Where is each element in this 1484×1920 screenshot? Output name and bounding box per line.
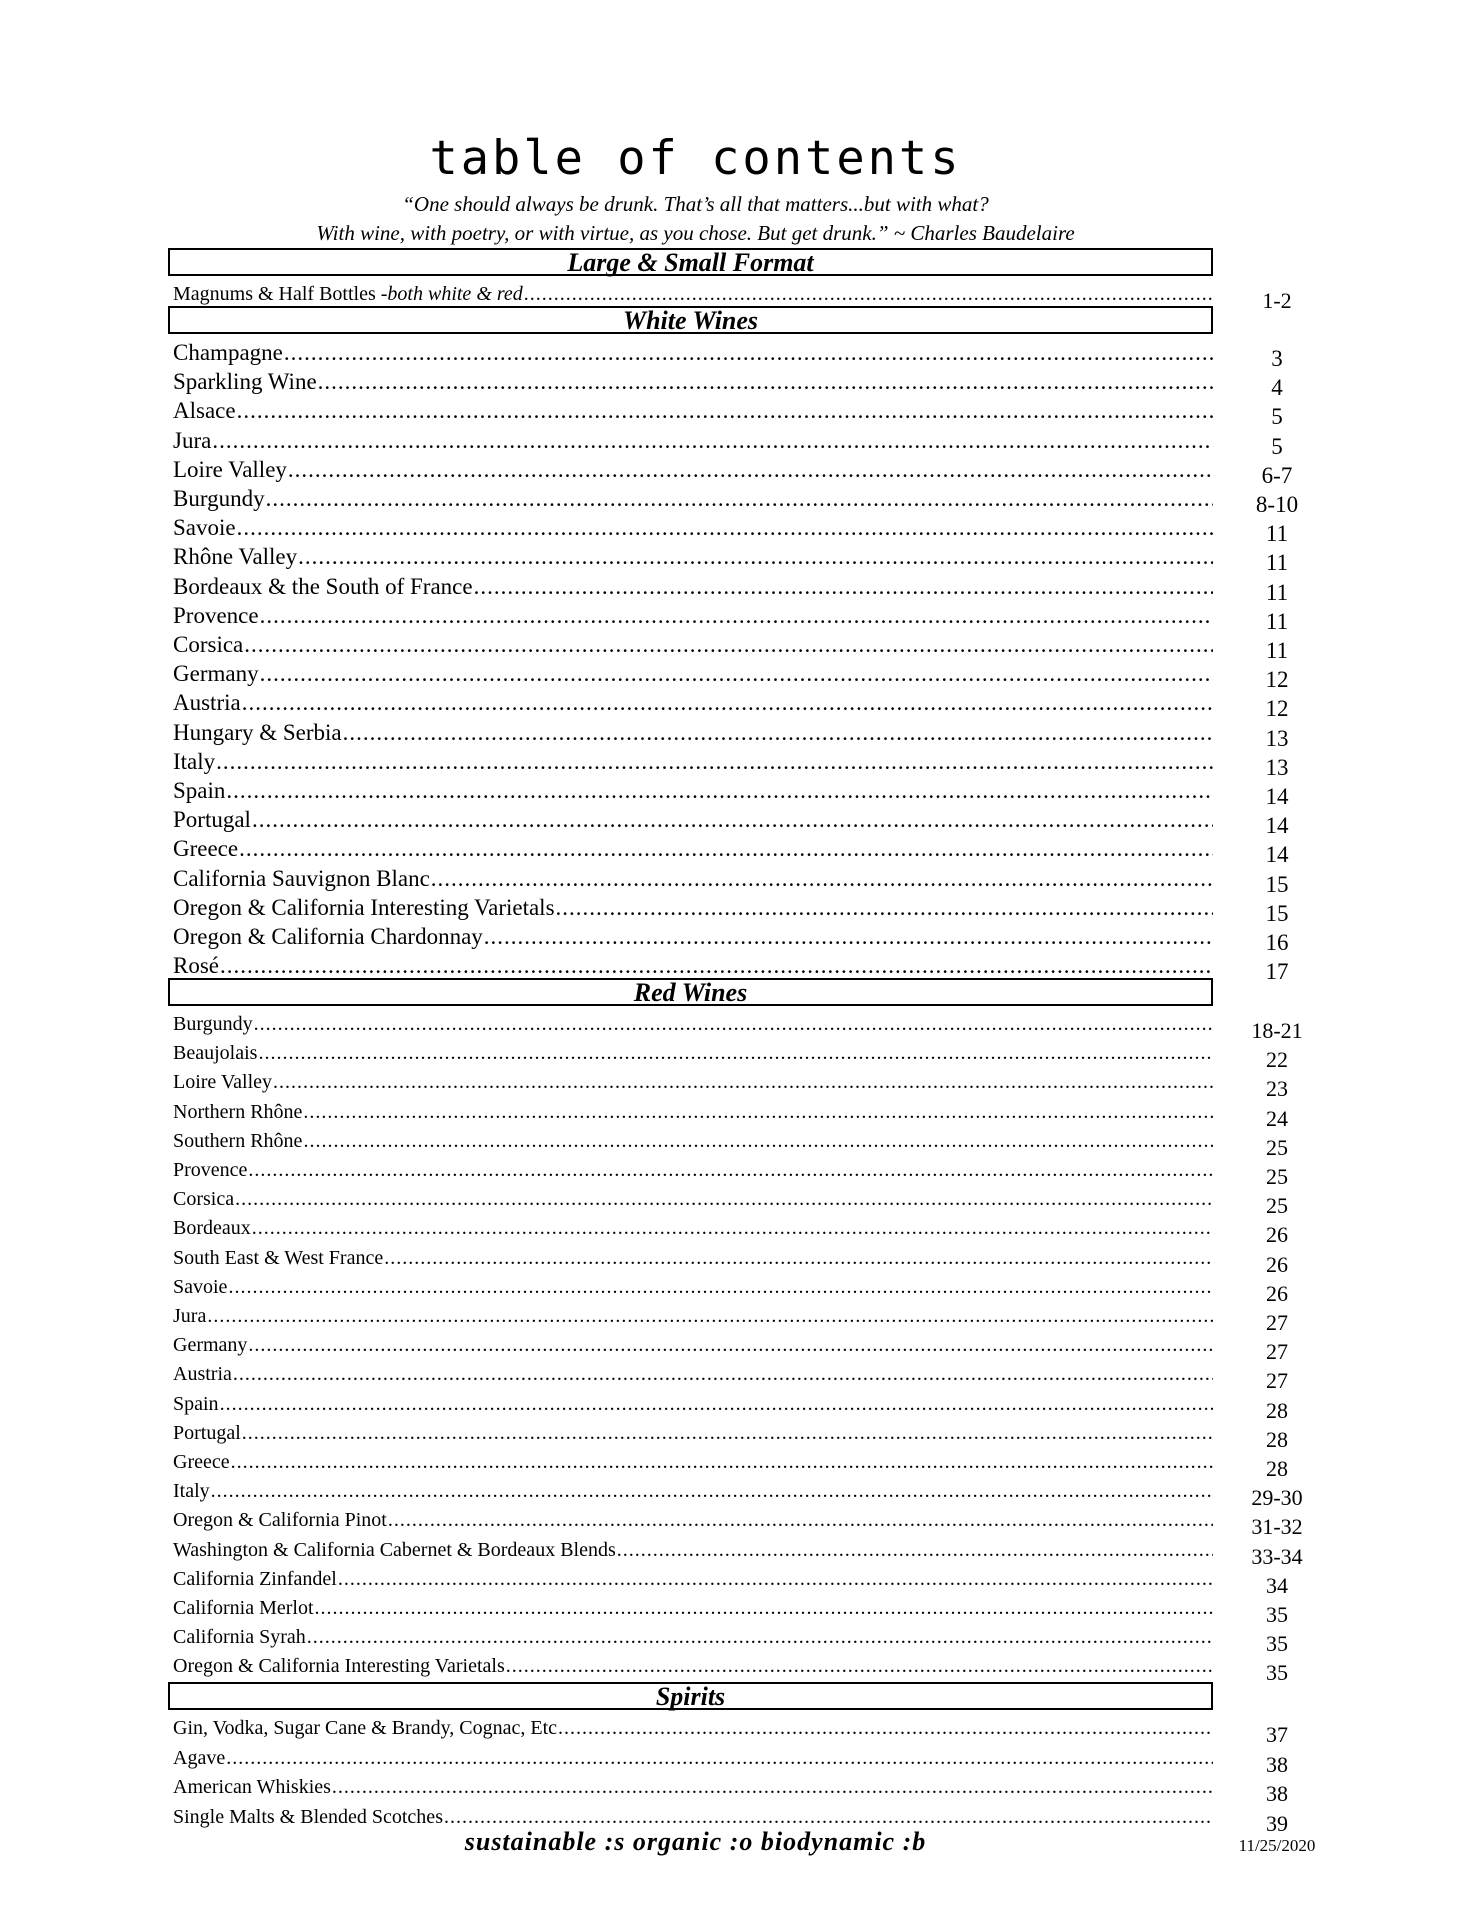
entry-label-text: Austria — [173, 1363, 232, 1386]
dot-leader — [303, 1127, 1213, 1156]
toc-entry — [173, 455, 1213, 484]
dot-leader — [235, 1185, 1213, 1214]
entry-label-text: Northern Rhône — [173, 1100, 303, 1123]
entry-label-text: Beaujolais — [173, 1042, 258, 1065]
section-heading: Spirits — [168, 1682, 1213, 1710]
page-number: 15 — [1265, 871, 1289, 897]
dot-leader — [343, 718, 1213, 747]
entry-label — [173, 1390, 219, 1419]
entry-label-text: California Syrah — [173, 1626, 306, 1649]
entry-label — [173, 513, 236, 542]
page-number: 11 — [1265, 521, 1289, 547]
dot-leader — [318, 367, 1213, 396]
dot-leader — [284, 338, 1213, 367]
page-number: 27 — [1266, 1339, 1288, 1365]
toc-entry — [173, 1477, 1213, 1506]
page-number: 25 — [1266, 1193, 1288, 1219]
dot-leader — [273, 1068, 1213, 1097]
dot-leader — [431, 864, 1213, 893]
entry-label-text: Greece — [173, 1451, 230, 1473]
entry-label — [173, 1419, 241, 1448]
dot-leader — [226, 776, 1213, 805]
toc-entry — [173, 718, 1213, 747]
page-number: 27 — [1266, 1368, 1288, 1394]
entry-label — [173, 776, 225, 805]
toc-entry — [173, 1273, 1213, 1302]
entry-label-text: Oregon & California Interesting Varietals — [173, 1655, 505, 1678]
entry-label — [173, 1565, 337, 1594]
dot-leader — [237, 513, 1213, 542]
page-number: 4 — [1271, 375, 1283, 401]
entry-label — [173, 1156, 247, 1185]
dot-leader — [244, 630, 1213, 659]
page-number: 38 — [1266, 1751, 1288, 1777]
entry-label — [173, 542, 297, 571]
toc-entry — [173, 484, 1213, 513]
dot-leader — [216, 747, 1213, 776]
page-number: 13 — [1265, 754, 1289, 780]
entry-label-text: Jura — [173, 1305, 207, 1327]
dot-leader — [237, 396, 1213, 425]
entry-label — [173, 1773, 331, 1802]
entry-label — [173, 864, 430, 893]
entry-label-text: Washington & California Cabernet & Bordeaux Blends — [173, 1538, 616, 1561]
dot-leader — [228, 1273, 1213, 1302]
revision-date: 11/25/2020 — [1238, 1836, 1316, 1855]
dot-leader — [474, 572, 1213, 601]
section-heading: Red Wines — [168, 978, 1213, 1006]
entry-label-text: Agave — [173, 1746, 226, 1769]
entry-label-text: Spain — [173, 1392, 219, 1415]
page-number: 11 — [1265, 608, 1289, 634]
page-number: 35 — [1266, 1631, 1288, 1657]
page-number: 34 — [1266, 1572, 1288, 1598]
page-number: 8-10 — [1255, 492, 1299, 517]
dot-leader — [266, 484, 1213, 513]
dot-leader — [484, 922, 1213, 951]
toc-entry — [173, 513, 1213, 542]
page-number: 12 — [1265, 696, 1289, 722]
toc-entry — [173, 1156, 1213, 1185]
entry-label-text: Burgundy — [173, 486, 265, 511]
entry-label-text: Greece — [173, 836, 239, 862]
entry-label — [173, 747, 215, 776]
toc-entry — [173, 1302, 1213, 1331]
dot-leader — [338, 1565, 1213, 1594]
entry-label — [173, 893, 555, 922]
entry-label — [173, 484, 265, 513]
entry-label — [173, 1185, 234, 1214]
dot-leader — [248, 1156, 1213, 1185]
dot-leader — [211, 1477, 1213, 1506]
dot-leader — [388, 1506, 1213, 1535]
dot-leader — [207, 1302, 1213, 1331]
entry-label — [173, 1010, 253, 1039]
toc-entry — [173, 893, 1213, 922]
toc-entry — [173, 1448, 1213, 1477]
entry-label — [173, 951, 219, 980]
page-number: 35 — [1266, 1660, 1288, 1686]
entry-label-text: Alsace — [173, 398, 236, 424]
entry-label-text: Sparkling Wine — [173, 369, 317, 395]
dot-leader — [231, 1448, 1213, 1477]
dot-leader — [307, 1623, 1213, 1652]
page-number: 6-7 — [1261, 462, 1293, 488]
dot-leader — [248, 1331, 1213, 1360]
entry-label-text: American Whiskies — [173, 1776, 331, 1798]
page-number: 11 — [1265, 550, 1289, 576]
toc-entry — [173, 951, 1213, 980]
toc-entry — [173, 805, 1213, 834]
entry-label-text: Portugal — [173, 807, 251, 833]
toc-entry — [173, 1331, 1213, 1360]
entry-label-text: Gin, Vodka, Sugar Cane & Brandy, Cognac, Etc — [173, 1717, 558, 1739]
entry-label — [173, 805, 251, 834]
entry-label — [173, 834, 238, 863]
page-number: 17 — [1265, 959, 1289, 985]
toc-entry — [173, 688, 1213, 717]
entry-label-text: Germany — [173, 661, 259, 687]
toc-entry — [173, 338, 1213, 367]
entry-label-text: Savoie — [173, 515, 236, 541]
toc-entry — [173, 1185, 1213, 1214]
toc-entry — [173, 1214, 1213, 1243]
entry-label-text: Oregon & California Pinot — [173, 1509, 387, 1532]
entry-label — [173, 572, 473, 601]
page-number: 5 — [1271, 404, 1283, 430]
page-number: 3 — [1271, 346, 1283, 371]
page-number: 1-2 — [1262, 288, 1292, 313]
toc-entry — [173, 747, 1213, 776]
entry-label-text: Austria — [173, 690, 241, 716]
toc-entry — [173, 1360, 1213, 1389]
entry-label — [173, 1360, 232, 1389]
entry-label-text: Corsica — [173, 1188, 235, 1211]
dot-leader — [260, 659, 1213, 688]
entry-label-text: California Zinfandel — [173, 1567, 337, 1590]
entry-label — [173, 1302, 206, 1331]
toc-entry — [173, 1623, 1213, 1652]
dot-leader — [556, 893, 1213, 922]
entry-note: -both white & red — [380, 283, 523, 305]
page-number: 27 — [1266, 1310, 1288, 1335]
page-number: 31-32 — [1251, 1514, 1303, 1540]
section-heading: Large & Small Format — [168, 248, 1213, 276]
entry-label — [173, 1331, 247, 1360]
dot-leader — [252, 805, 1213, 834]
entry-label-text: California Sauvignon Blanc — [173, 865, 430, 891]
entry-label — [173, 426, 211, 455]
page-number: 18-21 — [1251, 1018, 1303, 1043]
dot-leader — [617, 1536, 1213, 1565]
entry-label-text: Rhône Valley — [173, 544, 298, 570]
page-number: 25 — [1266, 1134, 1288, 1160]
toc-entry — [173, 1419, 1213, 1448]
entry-label — [173, 367, 317, 396]
page-number: 14 — [1265, 813, 1289, 839]
dot-leader — [258, 1039, 1213, 1068]
entry-label-text: Loire Valley — [173, 456, 287, 482]
toc-entry — [173, 834, 1213, 863]
toc-entry — [173, 426, 1213, 455]
page-number: 35 — [1266, 1602, 1288, 1627]
entry-label-text: Southern Rhône — [173, 1129, 303, 1152]
toc-entry — [173, 1594, 1213, 1623]
toc-entry — [173, 280, 1213, 309]
toc-entry — [173, 1773, 1213, 1802]
toc-entry — [173, 1652, 1213, 1681]
entry-label — [173, 1652, 505, 1681]
entry-label — [173, 396, 236, 425]
entry-label — [173, 630, 243, 659]
entry-label — [173, 1039, 257, 1068]
dot-leader — [242, 1419, 1213, 1448]
dot-leader — [239, 834, 1213, 863]
page-number: 26 — [1266, 1222, 1288, 1248]
page-number: 37 — [1266, 1722, 1288, 1747]
entry-label — [173, 718, 342, 747]
entry-label-text: Corsica — [173, 632, 244, 657]
page-number: 16 — [1265, 930, 1289, 955]
entry-label — [173, 1594, 314, 1623]
toc-entry — [173, 1390, 1213, 1419]
entry-label-text: Jura — [173, 427, 212, 453]
dot-leader — [303, 1098, 1213, 1127]
entry-label-text: Bordeaux — [173, 1217, 251, 1240]
dot-leader — [298, 542, 1213, 571]
entry-label — [173, 1536, 616, 1565]
toc-entry — [173, 542, 1213, 571]
entry-label — [173, 1127, 302, 1156]
entry-label — [173, 1068, 272, 1097]
page-number: 24 — [1266, 1105, 1288, 1131]
page-number: 26 — [1266, 1251, 1288, 1277]
quote-line-1: “One should always be drunk. That’s all that matters...but with what? — [402, 192, 989, 216]
entry-label-text: Italy — [173, 748, 216, 774]
entry-label — [173, 455, 287, 484]
certification-legend: sustainable :s organic :o biodynamic :b — [464, 1827, 927, 1856]
entry-label — [173, 280, 523, 309]
entry-label-text: South East & West France — [173, 1246, 384, 1269]
dot-leader — [226, 1744, 1213, 1773]
page-number: 23 — [1266, 1076, 1288, 1102]
toc-entry — [173, 1244, 1213, 1273]
toc-entry — [173, 1010, 1213, 1039]
entry-label-text: Burgundy — [173, 1013, 253, 1035]
entry-label-text: Magnums & Half Bottles — [173, 283, 381, 305]
toc-entry — [173, 1068, 1213, 1097]
toc-entry — [173, 572, 1213, 601]
entry-label-text: Loire Valley — [173, 1071, 273, 1094]
page-number: 33-34 — [1251, 1543, 1303, 1569]
section-heading: White Wines — [168, 306, 1213, 334]
quote-line-2: With wine, with poetry, or with virtue, as you chose. But get drunk.” ~ Charles Baudelaire — [316, 221, 1075, 245]
entry-label-text: Provence — [173, 602, 259, 628]
dot-leader — [260, 601, 1213, 630]
entry-label-text: Savoie — [173, 1275, 228, 1298]
page-number: 5 — [1271, 433, 1283, 459]
entry-label-text: Champagne — [173, 340, 283, 365]
entry-label-text: Single Malts & Blended Scotches — [173, 1805, 443, 1828]
dot-leader — [233, 1360, 1213, 1389]
entry-label — [173, 338, 283, 367]
page-number: 29-30 — [1251, 1485, 1303, 1511]
entry-label — [173, 1623, 306, 1652]
entry-label-text: Portugal — [173, 1421, 241, 1444]
entry-label-text: Italy — [173, 1480, 210, 1503]
page-number: 28 — [1266, 1397, 1288, 1423]
toc-entry — [173, 630, 1213, 659]
toc-entry — [173, 1506, 1213, 1535]
entry-label — [173, 922, 483, 951]
entry-label — [173, 1244, 383, 1273]
page-title: table of contents — [429, 131, 962, 186]
entry-label-text: Provence — [173, 1159, 248, 1181]
dot-leader — [220, 951, 1213, 980]
toc-entry — [173, 922, 1213, 951]
entry-label — [173, 1214, 251, 1243]
dot-leader — [506, 1652, 1213, 1681]
entry-label — [173, 1744, 225, 1773]
page-number: 26 — [1266, 1280, 1288, 1306]
entry-label-text: Oregon & California Chardonnay — [173, 924, 483, 949]
page-number: 14 — [1265, 842, 1289, 868]
toc-entry — [173, 601, 1213, 630]
toc-entry — [173, 1098, 1213, 1127]
dot-leader — [315, 1594, 1213, 1623]
dot-leader — [558, 1714, 1213, 1743]
toc-entry — [173, 864, 1213, 893]
entry-label-text: Spain — [173, 778, 226, 803]
dot-leader — [254, 1010, 1213, 1039]
dot-leader — [332, 1773, 1213, 1802]
entry-label — [173, 688, 241, 717]
page-number: 22 — [1266, 1047, 1288, 1073]
dot-leader — [384, 1244, 1213, 1273]
dot-leader — [524, 280, 1213, 309]
entry-label-text: Germany — [173, 1334, 248, 1357]
entry-label — [173, 659, 259, 688]
page-number: 38 — [1266, 1781, 1288, 1806]
dot-leader — [212, 426, 1213, 455]
toc-entry — [173, 1714, 1213, 1743]
toc-entry — [173, 396, 1213, 425]
entry-label-text: Oregon & California Interesting Varietals — [173, 894, 555, 920]
toc-entry — [173, 659, 1213, 688]
entry-label-text: Hungary & Serbia — [173, 719, 342, 745]
toc-entry — [173, 367, 1213, 396]
page-number: 25 — [1266, 1164, 1288, 1189]
entry-label — [173, 1448, 230, 1477]
toc-entry — [173, 1744, 1213, 1773]
page-number: 12 — [1265, 667, 1289, 693]
dot-leader — [242, 688, 1213, 717]
toc-entry — [173, 776, 1213, 805]
page-number: 28 — [1266, 1426, 1288, 1452]
entry-label — [173, 601, 259, 630]
entry-label — [173, 1477, 210, 1506]
toc-entry — [173, 1039, 1213, 1068]
toc-entry — [173, 1127, 1213, 1156]
page-number: 11 — [1265, 579, 1289, 605]
entry-label — [173, 1098, 302, 1127]
entry-label — [173, 1506, 387, 1535]
page-number: 28 — [1266, 1456, 1288, 1481]
dot-leader — [288, 455, 1213, 484]
page-number: 14 — [1265, 784, 1289, 809]
page-number: 11 — [1265, 638, 1289, 663]
entry-label-text: Bordeaux & the South of France — [173, 573, 473, 599]
toc-entry — [173, 1536, 1213, 1565]
dot-leader — [252, 1214, 1213, 1243]
page-number: 15 — [1265, 900, 1289, 926]
toc-entry — [173, 1565, 1213, 1594]
entry-label — [173, 1714, 557, 1743]
entry-label-text: Rosé — [173, 953, 219, 979]
page-number: 39 — [1266, 1810, 1288, 1836]
page-number: 13 — [1265, 725, 1289, 751]
entry-label-text: California Merlot — [173, 1597, 314, 1619]
dot-leader — [220, 1390, 1213, 1419]
entry-label — [173, 1273, 227, 1302]
